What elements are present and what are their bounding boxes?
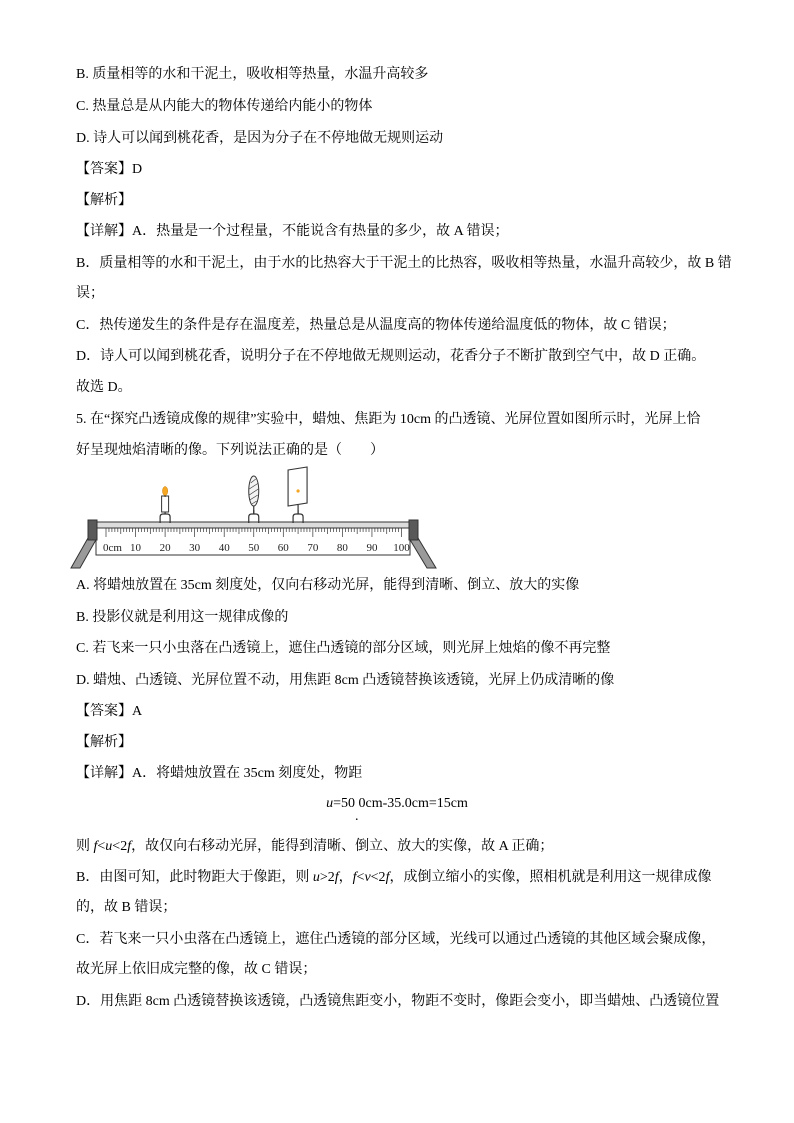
math-variable: u: [312, 870, 320, 885]
text-run: ，成倒立缩小的实像，照相机就是利用这一规律成像: [389, 870, 712, 885]
q5-explanation-d-line: D．用焦距 8cm 凸透镜替换该透镜，凸透镜焦距变小，物距不变时，像距会变小，即当蜡烛、凸透镜位置: [76, 994, 720, 1009]
text-run: <: [356, 870, 365, 885]
ruler-label: 0cm: [103, 542, 122, 554]
bench-left-end-block: [88, 520, 97, 540]
q4-conclusion: 故选 D。: [76, 380, 132, 395]
q5-stem-line: 5. 在“探究凸透镜成像的规律”实验中，蜡烛、焦距为 10cm 的凸透镜、光屏位置如图所示时，光屏上恰: [76, 412, 701, 427]
object-distance-formula: [0, 794, 794, 824]
q5-analysis-heading: 【解析】: [76, 735, 132, 750]
q4-explanation-line: C．热传递发生的条件是存在温度差，热量总是从温度高的物体传递给温度低的物体，故 C 错误；: [76, 318, 676, 333]
q4-answer: 【答案】D: [76, 162, 143, 177]
q4-explanation-line: 误；: [76, 286, 104, 301]
formula-part: 0cm-35.0cm=15cm: [358, 796, 468, 811]
candle-body: [162, 496, 169, 512]
q4-analysis-heading: 【解析】: [76, 193, 132, 208]
q4-explanation-line: D．诗人可以闻到桃花香，说明分子在不停地做无规则运动，花香分子不断扩散到空气中，故 D 正确。: [76, 349, 706, 364]
ruler-label: 50: [248, 542, 260, 554]
math-variable: f: [127, 839, 132, 854]
light-screen: [288, 467, 307, 506]
q4-explanation-line: B．质量相等的水和干泥土，由于水的比热容大于干泥土的比热容，吸收相等热量，水温升高较少，故 B 错: [76, 256, 732, 271]
q5-option-d: D. 蜡烛、凸透镜、光屏位置不动，用焦距 8cm 凸透镜替换该透镜，光屏上仍成清晰的像: [76, 673, 615, 688]
ruler-label: 60: [277, 542, 289, 554]
q5-answer: 【答案】A: [76, 704, 143, 719]
math-variable: u: [105, 839, 113, 854]
ruler-label: 10: [130, 542, 142, 554]
q4-option-c: C. 热量总是从内能大的物体传递给内能小的物体: [76, 99, 373, 114]
ruler-label: 90: [366, 542, 378, 554]
text-run: <: [97, 839, 106, 854]
q5-explanation-b-line: [76, 868, 711, 888]
formula-variable-u: u: [326, 796, 334, 811]
bench-right-leg: [409, 538, 436, 568]
text-run: 则: [76, 839, 94, 854]
bench-left-leg: [71, 538, 97, 568]
ruler-label: 70: [307, 542, 319, 554]
optical-bench-figure: [60, 460, 450, 575]
flame-image-dot: [296, 489, 299, 492]
math-variable: f: [352, 870, 357, 885]
q4-explanation-line: 【详解】A．热量是一个过程量，不能说含有热量的多少，故 A 错误；: [76, 224, 509, 239]
math-variable: v: [364, 870, 371, 885]
bench-objects: [160, 467, 307, 523]
text-run: <2: [370, 870, 386, 885]
q5-option-b: B. 投影仪就是利用这一规律成像的: [76, 610, 289, 625]
formula-part: =50: [333, 796, 356, 811]
bench-rail: [96, 522, 410, 528]
q4-option-b: B. 质量相等的水和干泥土，吸收相等热量，水温升高较多: [76, 67, 429, 82]
math-variable: f: [385, 870, 390, 885]
ruler-label: 100: [393, 542, 410, 554]
math-variable: f: [334, 870, 339, 885]
ruler-label: 80: [336, 542, 348, 554]
formula-decimal-point: .: [355, 809, 359, 824]
q5-option-c: C. 若飞来一只小虫落在凸透镜上，遮住凸透镜的部分区域，则光屏上烛焰的像不再完整: [76, 641, 611, 656]
text-run: <2: [112, 839, 128, 854]
bench-right-end-block: [409, 520, 418, 540]
candle-flame: [163, 487, 168, 496]
text-run: B．由图可知，此时物距大于像距，则: [76, 870, 313, 885]
text-run: >2: [319, 870, 335, 885]
q5-explanation-intro: 【详解】A．将蜡烛放置在 35cm 刻度处，物距: [76, 766, 363, 781]
q5-option-a: A. 将蜡烛放置在 35cm 刻度处，仅向右移动光屏，能得到清晰、倒立、放大的实像: [76, 578, 580, 593]
q5-explanation-a-conclusion: [76, 837, 553, 857]
q5-stem-line: 好呈现烛焰清晰的像。下列说法正确的是（ ）: [76, 443, 384, 458]
text-run: ，: [338, 870, 353, 885]
q5-explanation-b-line: 的，故 B 错误；: [76, 900, 177, 915]
q4-option-d: D. 诗人可以闻到桃花香，是因为分子在不停地做无规则运动: [76, 131, 444, 146]
q5-explanation-c-line: C．若飞来一只小虫落在凸透镜上，遮住凸透镜的部分区域，光线可以通过凸透镜的其他区域会聚成像，: [76, 932, 716, 947]
ruler-label: 20: [159, 542, 171, 554]
q5-explanation-c-line: 故光屏上依旧成完整的像，故 C 错误；: [76, 962, 317, 977]
text-run: ，故仅向右移动光屏，能得到清晰、倒立、放大的实像，故 A 正确；: [131, 839, 554, 854]
ruler-label: 30: [189, 542, 201, 554]
ruler-label: 40: [218, 542, 230, 554]
math-variable: f: [93, 839, 98, 854]
